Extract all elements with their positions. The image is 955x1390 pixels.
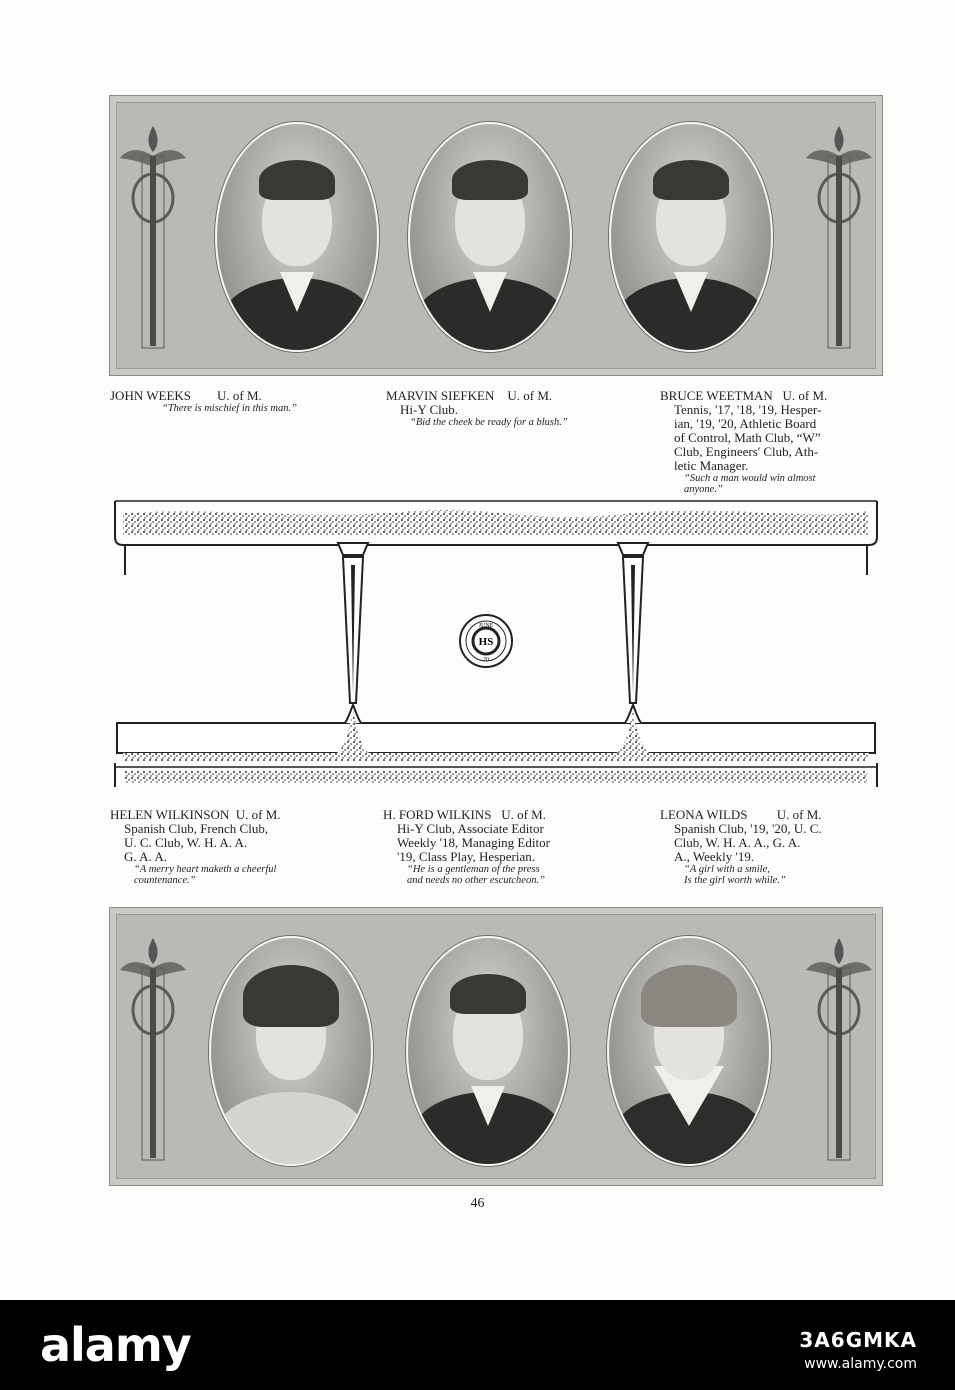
- student-activities: Hi-Y Club.: [400, 402, 459, 417]
- image-code: 3A6GMKA: [799, 1328, 917, 1352]
- student-quote: Is the girl worth while.”: [684, 875, 786, 886]
- portrait-photo: [408, 122, 572, 352]
- student-quote: “Such a man would win almost: [684, 473, 816, 484]
- student-name: HELEN WILKINSON U. of M.: [110, 807, 281, 822]
- student-entry: [660, 389, 900, 495]
- school-seal-icon: [460, 615, 512, 667]
- student-activities: of Control, Math Club, “W”: [674, 430, 821, 445]
- student-entry: [386, 389, 636, 428]
- student-quote: “There is mischief in this man.”: [162, 403, 297, 414]
- student-activities: Tennis, '17, '18, '19, Hesper-: [674, 402, 822, 417]
- student-activities: ian, '19, '20, Athletic Board: [674, 416, 817, 431]
- student-activities: A., Weekly '19.: [674, 849, 755, 864]
- top-portrait-band: [109, 95, 883, 376]
- winged-torch-icon: [804, 928, 874, 1163]
- student-activities: Club, W. H. A. A., G. A.: [674, 835, 801, 850]
- student-entry: [110, 808, 370, 886]
- winged-torch-icon: [118, 928, 188, 1163]
- student-name: LEONA WILDS U. of M.: [660, 807, 822, 822]
- portrait-photo: [209, 936, 373, 1166]
- student-activities: G. A. A.: [124, 849, 167, 864]
- student-name: JOHN WEEKS U. of M.: [110, 388, 262, 403]
- student-quote: “A girl with a smile,: [684, 864, 770, 875]
- student-quote: and needs no other escutcheon.”: [407, 875, 545, 886]
- student-quote: countenance.”: [134, 875, 196, 886]
- student-quote: anyone.”: [684, 484, 723, 495]
- alamy-logo: alamy: [40, 1318, 191, 1372]
- portrait-photo: [215, 122, 379, 352]
- seal-top-text: JUNE: [478, 623, 494, 629]
- stock-url: www.alamy.com: [804, 1356, 917, 1372]
- student-activities: Weekly '18, Managing Editor: [397, 835, 550, 850]
- student-entry: [660, 808, 900, 886]
- student-activities: Hi-Y Club, Associate Editor: [397, 821, 544, 836]
- portrait-photo: [406, 936, 570, 1166]
- decorative-banner: [113, 495, 879, 787]
- student-name: MARVIN SIEFKEN U. of M.: [386, 388, 553, 403]
- seal-center-text: HS: [478, 636, 494, 648]
- winged-torch-icon: [804, 116, 874, 351]
- student-activities: letic Manager.: [674, 458, 749, 473]
- student-activities: Spanish Club, '19, '20, U. C.: [674, 821, 822, 836]
- stock-image-id: [799, 1328, 917, 1372]
- portrait-photo: [607, 936, 771, 1166]
- bottom-portrait-band: [109, 907, 883, 1186]
- student-quote: “Bid the cheek be ready for a blush.”: [410, 417, 568, 428]
- student-activities: U. C. Club, W. H. A. A.: [124, 835, 248, 850]
- winged-torch-icon: [118, 116, 188, 351]
- seal-bottom-text: 20: [483, 657, 489, 663]
- portrait-photo: [609, 122, 773, 352]
- student-name: BRUCE WEETMAN U. of M.: [660, 388, 828, 403]
- student-quote: “He is a gentleman of the press: [407, 864, 540, 875]
- student-name: H. FORD WILKINS U. of M.: [383, 807, 546, 822]
- student-activities: '19, Class Play, Hesperian.: [397, 849, 535, 864]
- student-activities: Club, Engineers' Club, Ath-: [674, 444, 819, 459]
- student-quote: “A merry heart maketh a cheerful: [134, 864, 277, 875]
- student-entry: [383, 808, 633, 886]
- student-entry: [110, 389, 360, 414]
- student-activities: Spanish Club, French Club,: [124, 821, 269, 836]
- page-number: 46: [470, 1196, 485, 1211]
